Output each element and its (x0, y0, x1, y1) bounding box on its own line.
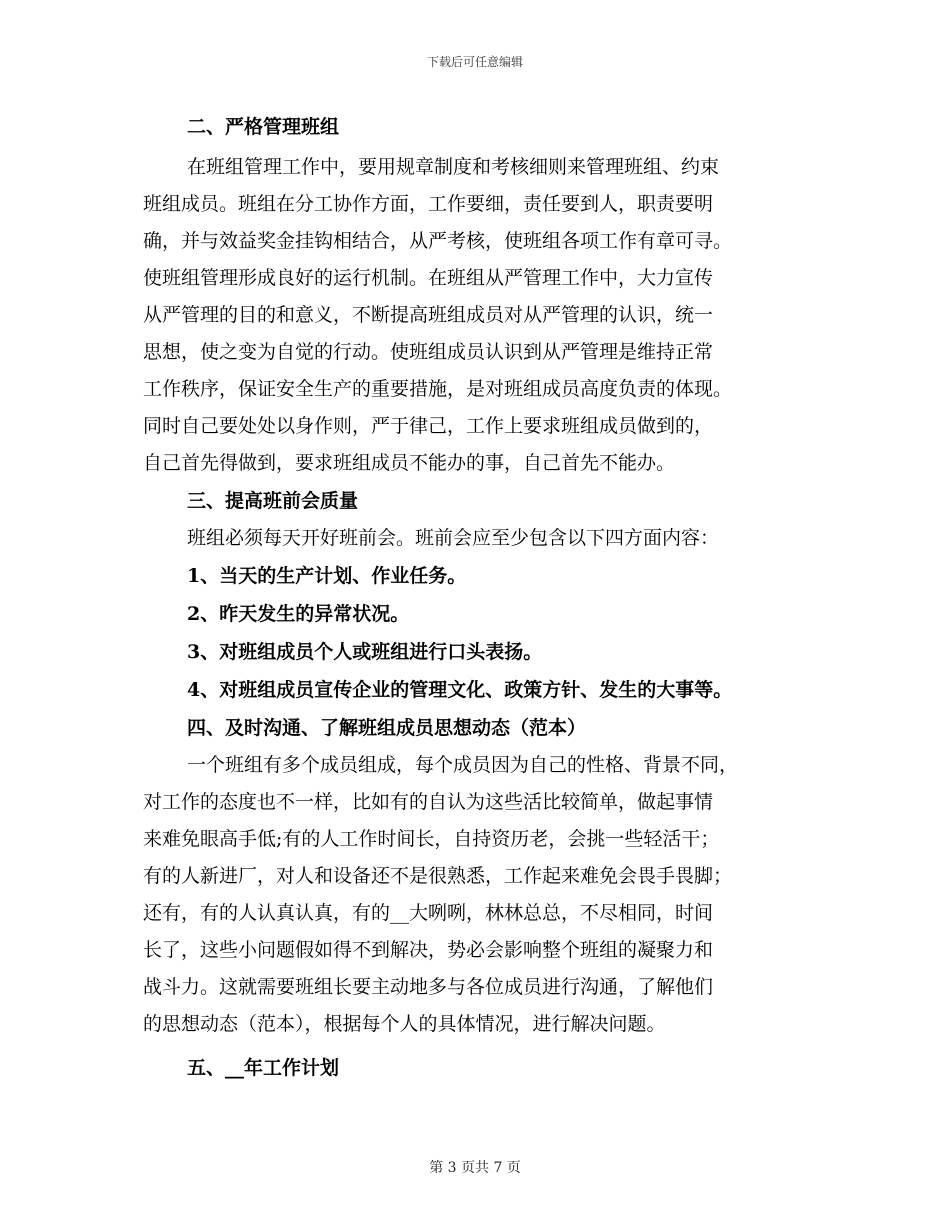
paragraph-line: 班组必须每天开好班前会。班前会应至少包含以下四方面内容： (187, 527, 720, 549)
list-item: 3、对班组成员个人或班组进行口头表扬。 (187, 641, 543, 663)
list-item: 4、对班组成员宣传企业的管理文化、政策方针、发生的大事等。 (187, 679, 733, 701)
paragraph-line: 使班组管理形成良好的运行机制。在班组从严管理工作中，大力宣传 (143, 267, 714, 289)
paragraph-line: 班组成员。班组在分工协作方面，工作要细，责任要到人，职责要明 (143, 193, 714, 215)
document-body (143, 108, 811, 1087)
paragraph-line: 自己首先得做到，要求班组成员不能办的事，自己首先不能办。 (143, 452, 676, 474)
section-heading-4: 四、及时沟通、了解班组成员思想动态（范本） (187, 717, 587, 739)
paragraph-line: 来难免眼高手低;有的人工作时间长，自持资历老，会挑一些轻活干； (143, 828, 720, 850)
section-heading-3: 三、提高班前会质量 (187, 490, 359, 512)
page-number-footer: 第 3 页共 7 页 (429, 1160, 521, 1176)
paragraph-line: 长了，这些小问题假如得不到解决，势必会影响整个班组的凝聚力和 (143, 939, 714, 961)
paragraph-line: 从严管理的目的和意义，不断提高班组成员对从严管理的认识，统一 (143, 304, 714, 326)
paragraph-line: 有的人新进厂，对人和设备还不是很熟悉，工作起来难免会畏手畏脚； (143, 865, 733, 887)
page-header: 下载后可任意编辑 (426, 55, 523, 69)
paragraph-line: 思想，使之变为自觉的行动。使班组成员认识到从严管理是维持正常 (143, 341, 714, 363)
paragraph-line: 在班组管理工作中，要用规章制度和考核细则来管理班组、约束 (187, 156, 720, 178)
list-item: 2、昨天发生的异常状况。 (187, 603, 410, 625)
section-2-paragraph (143, 149, 811, 482)
section-heading-2: 二、严格管理班组 (187, 116, 340, 138)
paragraph-line: 一个班组有多个成员组成，每个成员因为自己的性格、背景不同， (187, 754, 739, 776)
paragraph-line: 战斗力。这就需要班组长要主动地多与各位成员进行沟通，了解他们 (143, 976, 714, 998)
paragraph-line: 对工作的态度也不一样，比如有的自认为这些活比较简单，做起事情 (143, 791, 714, 813)
section-3-intro (143, 520, 811, 557)
section-heading-5: 五、__年工作计划 (187, 1057, 340, 1079)
paragraph-line: 还有，有的人认真认真，有的__大咧咧，林林总总，不尽相同，时间 (143, 902, 714, 924)
section-4-paragraph (143, 747, 811, 1043)
paragraph-line: 的思想动态（范本），根据每个人的具体情况，进行解决问题。 (143, 1013, 666, 1035)
list-item: 1、当天的生产计划、作业任务。 (187, 565, 467, 587)
paragraph-line: 确，并与效益奖金挂钩相结合，从严考核，使班组各项工作有章可寻。 (143, 230, 733, 252)
paragraph-line: 工作秩序，保证安全生产的重要措施，是对班组成员高度负责的体现。 (143, 378, 733, 400)
paragraph-line: 同时自己要处处以身作则，严于律己，工作上要求班组成员做到的， (143, 415, 714, 437)
